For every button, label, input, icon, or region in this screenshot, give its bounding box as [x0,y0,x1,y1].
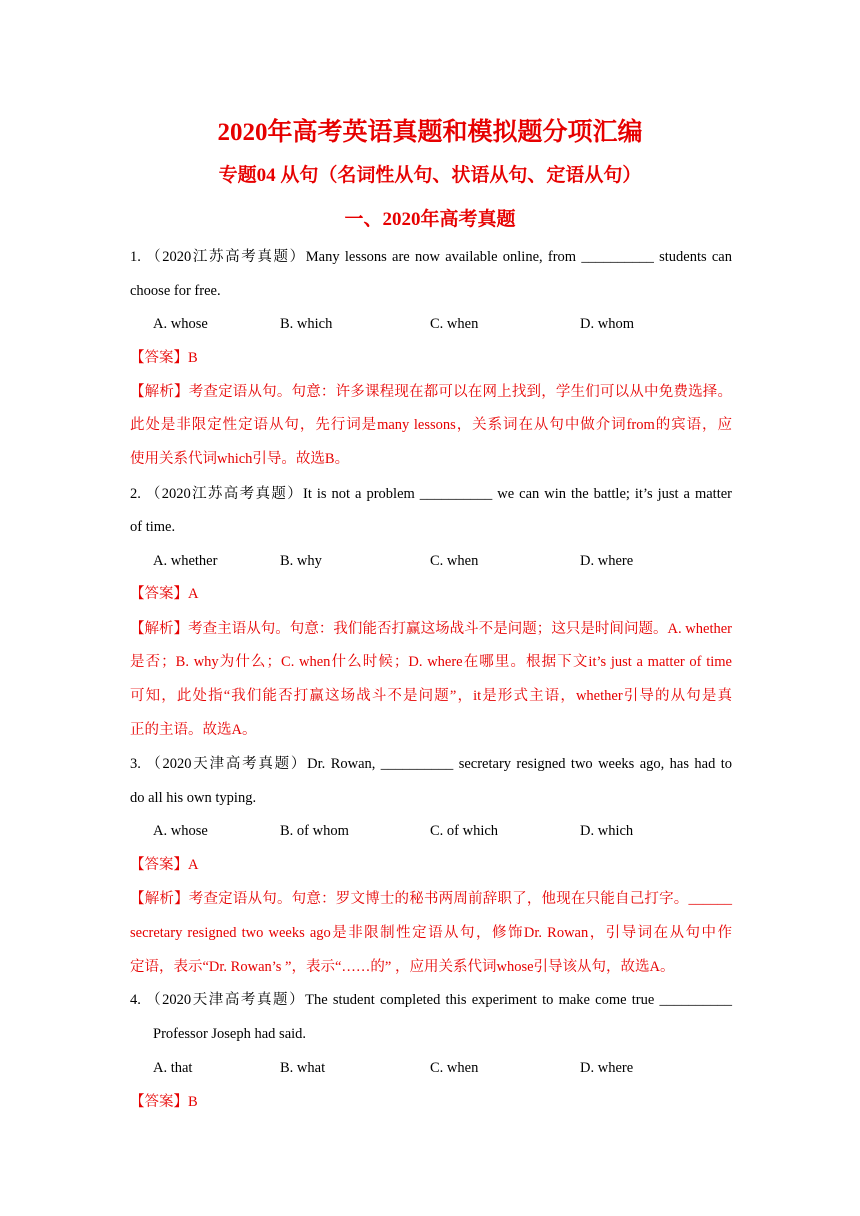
question-3-analysis-line-2: secretary resigned two weeks ago是非限制性定语从句，修饰Dr. Rowan，引导词在从句中作 [130,925,732,941]
question-3-answer: 【答案】A [130,857,199,873]
question-3-stem-line-2: do all his own typing. [130,790,257,806]
question-4-answer: 【答案】B [130,1094,198,1110]
question-1-option-d: D. whom [580,316,634,332]
question-2-analysis-line-1: 【解析】考查主语从句。句意：我们能否打赢这场战斗不是问题；这只是时间问题。A. whether [130,621,732,637]
question-1-option-a: A. whose [153,316,208,332]
question-2-analysis-line-2: 是否；B. why为什么；C. when什么时候；D. where在哪里。根据下文it’s just a matter of time [130,654,732,670]
question-3-option-d: D. which [580,823,634,839]
question-2-stem-line-2: of time. [130,519,176,535]
question-1-answer: 【答案】B [130,350,198,366]
topic-subtitle: 专题04 从句（名词性从句、状语从句、定语从句） [218,165,642,186]
question-4-stem-line-1: 4. （2020天津高考真题）The student completed this experiment to make come true __________ [130,992,732,1008]
question-1-stem-line-1: 1. （2020江苏高考真题）Many lessons are now available online, from __________ students can [130,249,732,265]
question-4-option-d: D. where [580,1060,634,1076]
question-1-analysis-line-3: 使用关系代词which引导。故选B。 [130,451,350,467]
question-3-analysis-line-3: 定语，表示“Dr. Rowan’s ”，表示“……的” ，应用关系代词whose引导该从句，故选A。 [130,959,675,975]
question-2-option-d: D. where [580,553,634,569]
question-3-analysis-line-1: 【解析】考查定语从句。句意：罗文博士的秘书两周前辞职了，他现在只能自己打字。______ [130,891,732,907]
question-2-option-a: A. whether [153,553,218,569]
question-4-option-b: B. what [280,1060,326,1076]
question-2-stem-line-1: 2. （2020江苏高考真题）It is not a problem __________ we can win the battle; it’s just a matter [130,486,732,502]
document-title: 2020年高考英语真题和模拟题分项汇编 [217,119,643,146]
question-4-option-c: C. when [430,1060,479,1076]
question-4-option-a: A. that [153,1060,193,1076]
question-3-option-c: C. of which [430,823,499,839]
question-1-analysis-line-2: 此处是非限定性定语从句，先行词是many lessons，关系词在从句中做介词from的宾语，应 [130,417,732,433]
question-2-answer: 【答案】A [130,586,199,602]
question-1-stem-line-2: choose for free. [130,283,221,299]
section-heading: 一、2020年高考真题 [344,209,516,230]
question-4-stem-line-2: Professor Joseph had said. [153,1026,307,1042]
question-1-option-b: B. which [280,316,333,332]
question-2-analysis-line-4: 正的主语。故选A。 [130,722,257,738]
question-3-option-b: B. of whom [280,823,349,839]
question-1-option-c: C. when [430,316,479,332]
question-2-option-b: B. why [280,553,322,569]
question-1-analysis-line-1: 【解析】考查定语从句。句意：许多课程现在都可以在网上找到，学生们可以从中免费选择。 [130,384,732,400]
question-2-analysis-line-3: 可知，此处指“我们能否打赢这场战斗不是问题”，it是形式主语，whether引导的从句是真 [130,688,732,704]
question-3-option-a: A. whose [153,823,208,839]
question-2-option-c: C. when [430,553,479,569]
question-3-stem-line-1: 3. （2020天津高考真题）Dr. Rowan, __________ secretary resigned two weeks ago, has had to [130,756,732,772]
